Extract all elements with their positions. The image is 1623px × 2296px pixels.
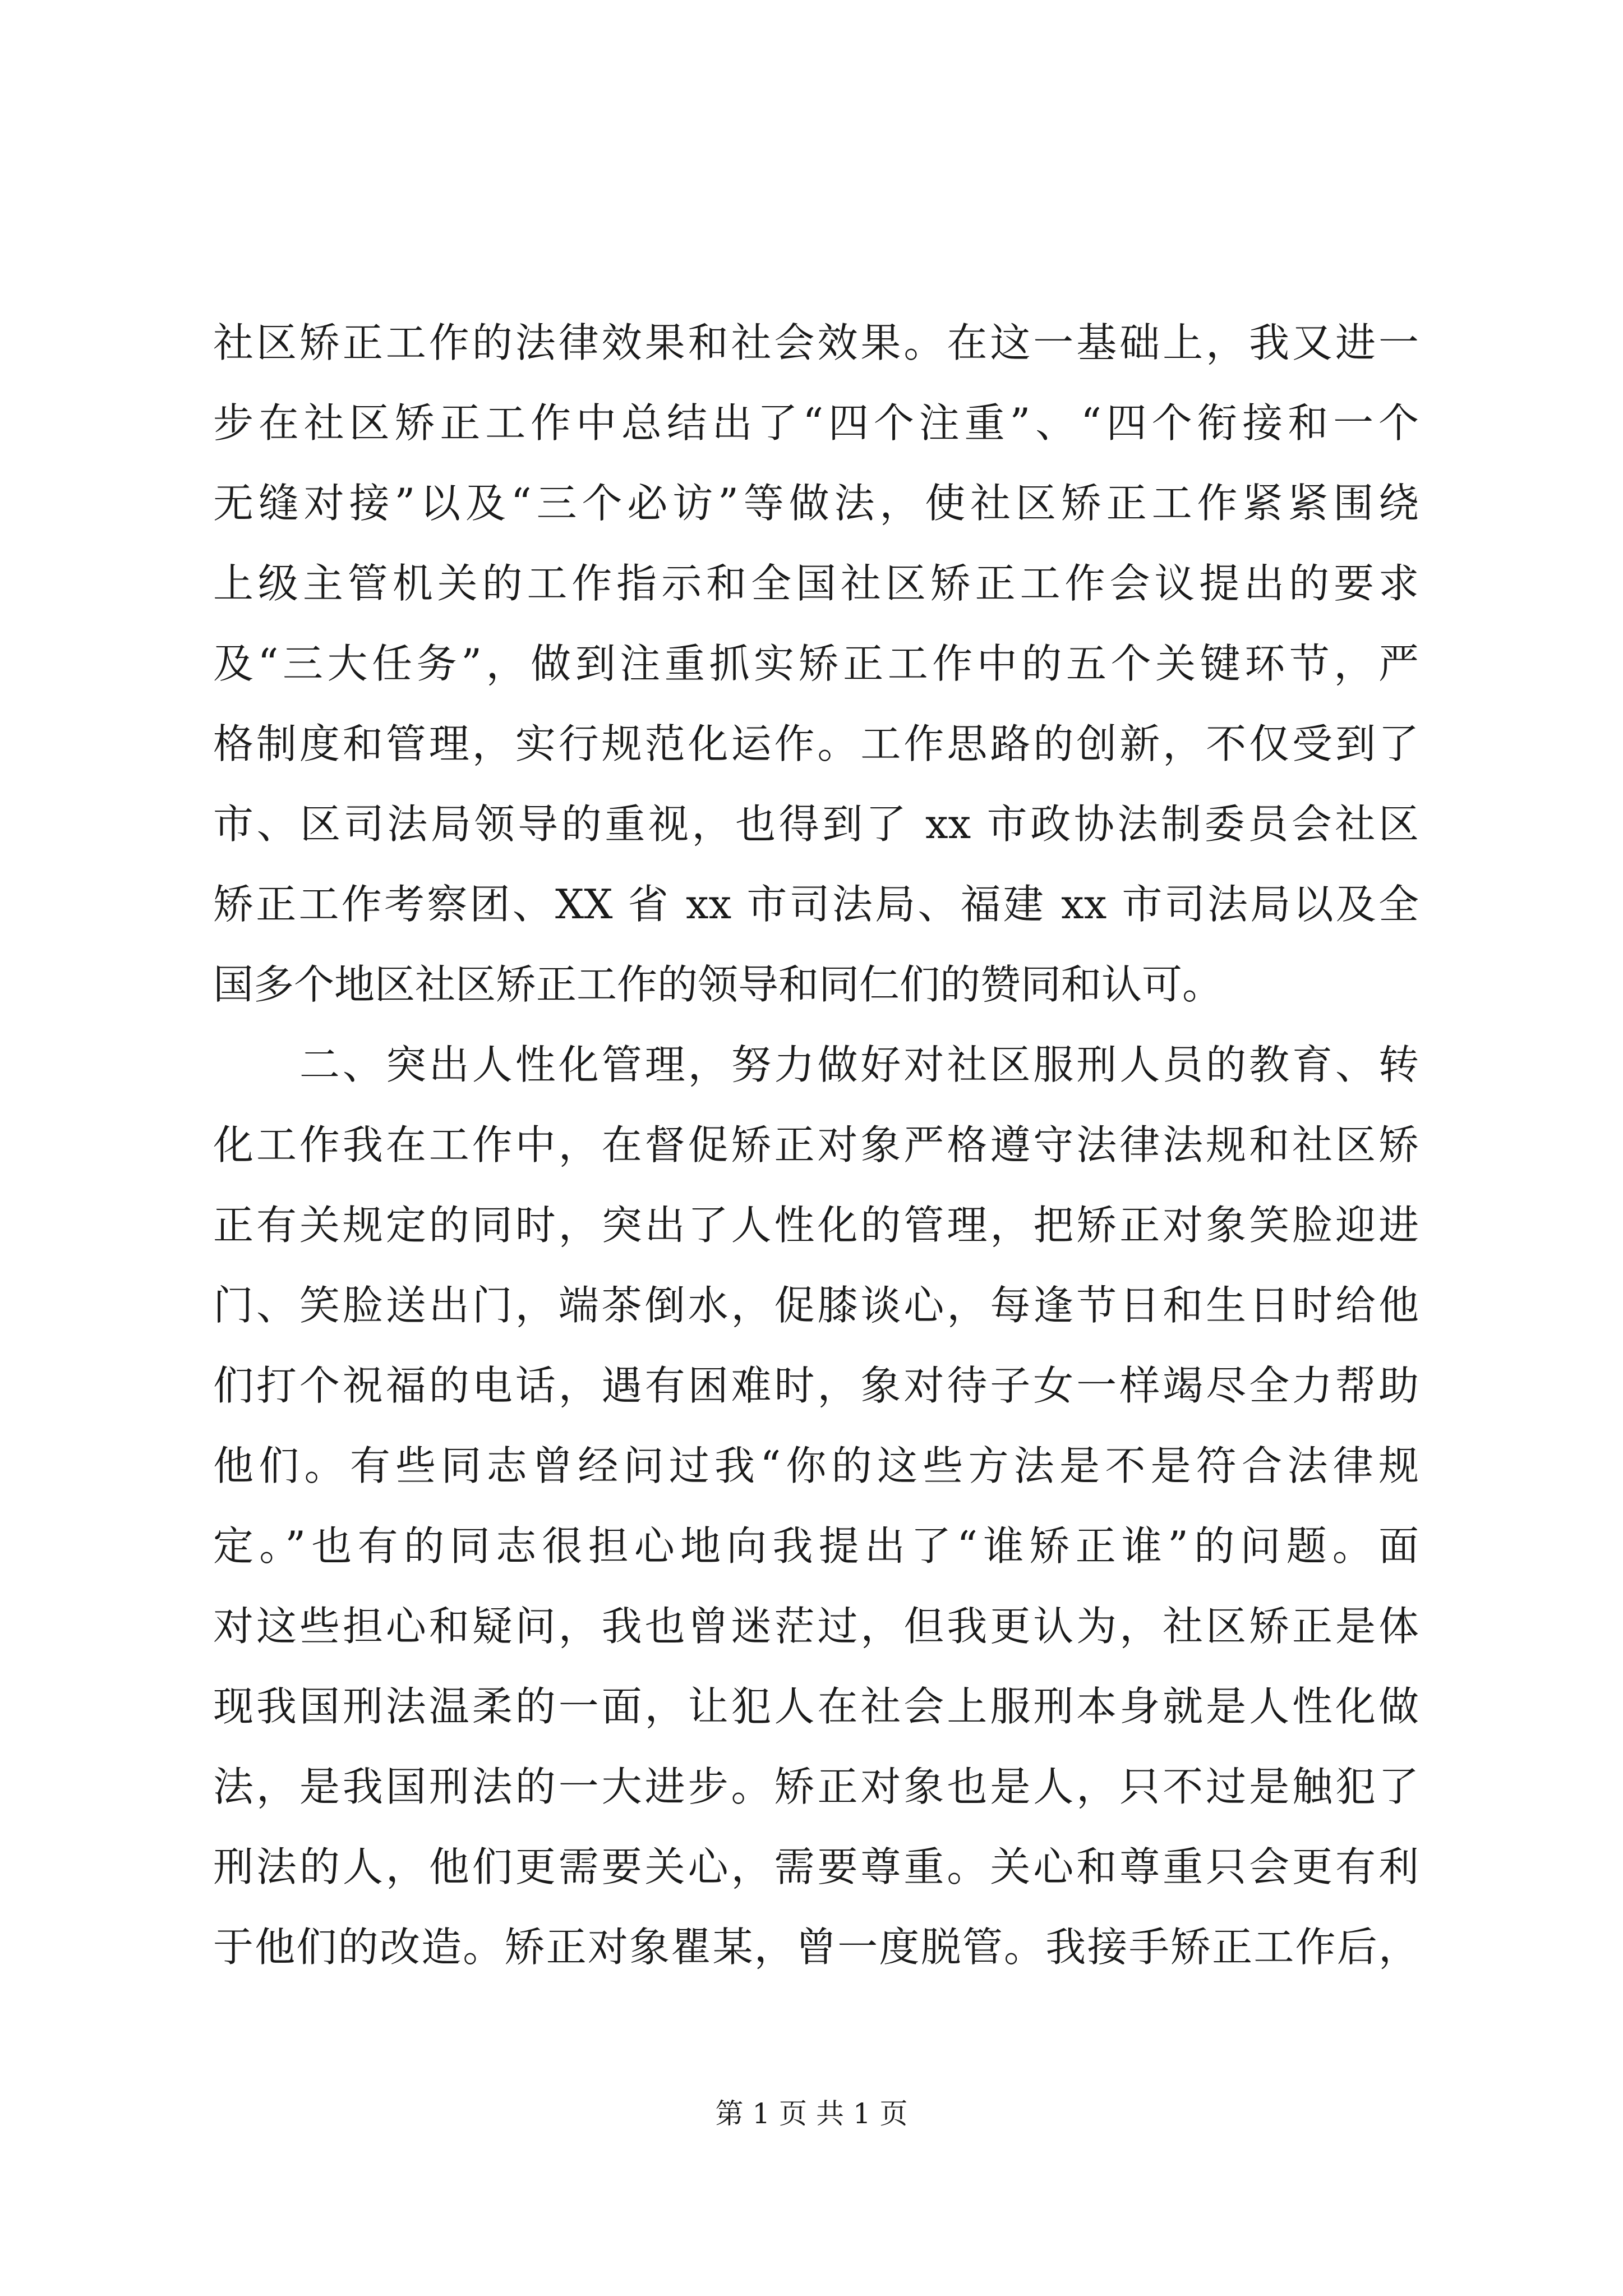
text-line: 市、区司法局领导的重视，也得到了 xx 市政协法制委员会社区 bbox=[213, 800, 1419, 848]
text-line: 法，是我国刑法的一大进步。矫正对象也是人，只不过是触犯了 bbox=[213, 1763, 1419, 1810]
text-line: 社区矫正工作的法律效果和社会效果。在这一基础上，我又进一 bbox=[213, 319, 1419, 366]
text-line: 门、笑脸送出门，端茶倒水，促膝谈心，每逢节日和生日时给他 bbox=[213, 1282, 1419, 1329]
text-line: 刑法的人，他们更需要关心，需要尊重。关心和尊重只会更有利 bbox=[213, 1843, 1419, 1890]
text-line: 对这些担心和疑问，我也曾迷茫过，但我更认为，社区矫正是体 bbox=[213, 1603, 1419, 1650]
page-number-footer: 第 1 页 共 1 页 bbox=[715, 2097, 908, 2130]
section-heading-line: 二、突出人性化管理，努力做好对社区服刑人员的教育、转 bbox=[213, 1041, 1419, 1088]
text-line: 他们。有些同志曾经问过我“你的这些方法是不是符合法律规 bbox=[213, 1442, 1419, 1489]
document-body bbox=[213, 303, 1419, 1987]
text-line: 步在社区矫正工作中总结出了“四个注重”、“四个衔接和一个 bbox=[213, 399, 1419, 447]
text-line: 定。”也有的同志很担心地向我提出了“谁矫正谁”的问题。面 bbox=[213, 1522, 1419, 1570]
paragraph-end-line: 国多个地区社区矫正工作的领导和同仁们的赞同和认可。 bbox=[213, 961, 1223, 1008]
text-line: 正有关规定的同时，突出了人性化的管理，把矫正对象笑脸迎进 bbox=[213, 1202, 1419, 1249]
text-line: 及“三大任务”，做到注重抓实矫正工作中的五个关键环节，严 bbox=[213, 640, 1419, 687]
text-line: 现我国刑法温柔的一面，让犯人在社会上服刑本身就是人性化做 bbox=[213, 1683, 1419, 1730]
text-line: 于他们的改造。矫正对象瞿某，曾一度脱管。我接手矫正工作后， bbox=[213, 1924, 1419, 1971]
text-line: 化工作我在工作中，在督促矫正对象严格遵守法律法规和社区矫 bbox=[213, 1121, 1419, 1168]
text-line: 无缝对接”以及“三个必访”等做法，使社区矫正工作紧紧围绕 bbox=[213, 480, 1419, 527]
text-line: 矫正工作考察团、XX 省 xx 市司法局、福建 xx 市司法局以及全 bbox=[213, 881, 1419, 928]
text-line: 们打个祝福的电话，遇有困难时，象对待子女一样竭尽全力帮助 bbox=[213, 1362, 1419, 1409]
text-line: 上级主管机关的工作指示和全国社区矫正工作会议提出的要求 bbox=[213, 560, 1419, 607]
text-line: 格制度和管理，实行规范化运作。工作思路的创新，不仅受到了 bbox=[213, 720, 1419, 767]
